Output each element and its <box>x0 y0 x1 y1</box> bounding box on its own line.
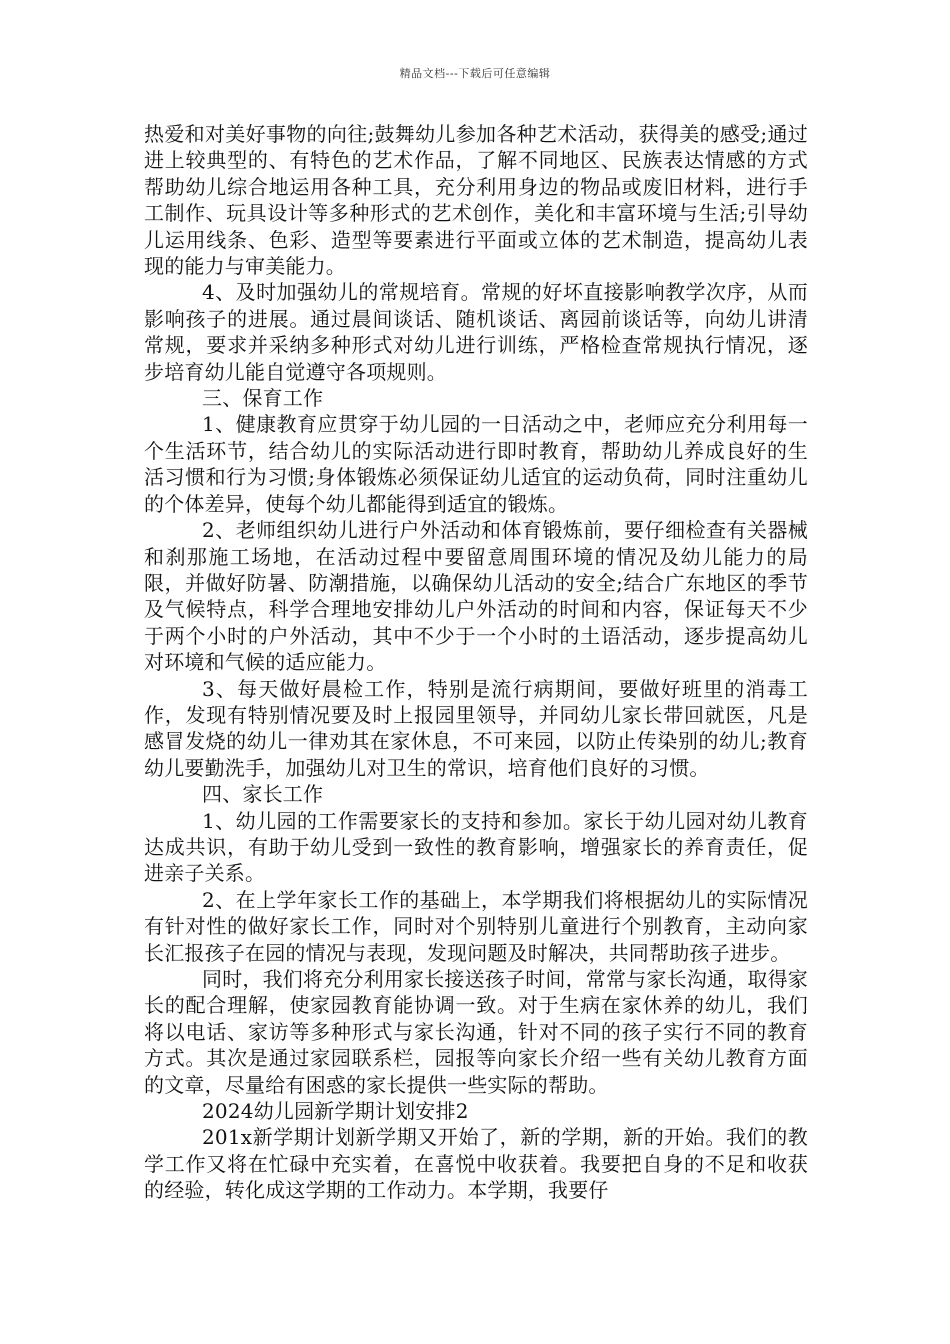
paragraph-parent-targeted: 2、在上学年家长工作的基础上，本学期我们将根据幼儿的实际情况有针对性的做好家长工作，同时对个别特别儿童进行个别教育，主动向家长汇报孩子在园的情况与表现，发现问题及时解决，共同帮助孩子进步。 <box>144 887 808 965</box>
section-heading-care-work: 三、保育工作 <box>202 386 324 411</box>
document-body <box>144 121 808 1204</box>
paragraph-parent-support: 1、幼儿园的工作需要家长的支持和参加。家长于幼儿园对幼儿教育达成共识，有助于幼儿受到一致性的教育影响，增强家长的养育责任，促进亲子关系。 <box>144 808 808 886</box>
paragraph-morning-check: 3、每天做好晨检工作，特别是流行病期间，要做好班里的消毒工作，发现有特别情况要及时上报园里领导，并同幼儿家长带回就医，凡是感冒发烧的幼儿一律劝其在家休息，不可来园，以防止传染别的幼儿;教育幼儿要勤洗手，加强幼儿对卫生的常识，培育他们良好的习惯。 <box>144 676 808 780</box>
paragraph-health-education: 1、健康教育应贯穿于幼儿园的一日活动之中，老师应充分利用每一个生活环节，结合幼儿的实际活动进行即时教育，帮助幼儿养成良好的生活习惯和行为习惯;身体锻炼必须保证幼儿适宜的运动负荷，同时注重幼儿的个体差异，使每个幼儿都能得到适宜的锻炼。 <box>144 412 808 516</box>
paragraph-arts-continued: 热爱和对美好事物的向往;鼓舞幼儿参加各种艺术活动，获得美的感受;通过进上较典型的、有特色的艺术作品，了解不同地区、民族表达情感的方式帮助幼儿综合地运用各种工具，充分利用身边的物品或废旧材料，进行手工制作、玩具设计等多种形式的艺术创作，美化和丰富环境与生活;引导幼儿运用线条、色彩、造型等要素进行平面或立体的艺术制造，提高幼儿表现的能力与审美能力。 <box>144 122 808 279</box>
section-title-plan-2: 2024幼儿园新学期计划安排2 <box>202 1099 469 1124</box>
paragraph-routine-training: 4、及时加强幼儿的常规培育。常规的好坏直接影响教学次序，从而影响孩子的进展。通过晨间谈话、随机谈话、离园前谈话等，向幼儿讲清常规，要求并采纳多种形式对幼儿进行训练，严格检查常规执行情况，逐步培育幼儿能自觉遵守各项规则。 <box>144 280 808 384</box>
paragraph-outdoor-activities: 2、老师组织幼儿进行户外活动和体育锻炼前，要仔细检查有关器械和刹那施工场地，在活动过程中要留意周围环境的情况及幼儿能力的局限，并做好防暑、防潮措施，以确保幼儿活动的安全;结合广东地区的季节及气候特点，科学合理地安排幼儿户外活动的时间和内容，保证每天不少于两个小时的户外活动，其中不少于一个小时的土语活动，逐步提高幼儿对环境和气候的适应能力。 <box>144 518 808 675</box>
paragraph-new-semester: 201x新学期计划新学期又开始了，新的学期，新的开始。我们的教学工作又将在忙碌中充实着，在喜悦中收获着。我要把自身的不足和收获的经验，转化成这学期的工作动力。本学期，我要仔 <box>144 1125 808 1203</box>
page-header: 精品文档---下载后可任意编辑 <box>399 67 551 80</box>
section-heading-parent-work: 四、家长工作 <box>202 782 324 807</box>
paragraph-parent-communication: 同时，我们将充分利用家长接送孩子时间，常常与家长沟通，取得家长的配合理解，使家园教育能协调一致。对于生病在家休养的幼儿，我们将以电话、家访等多种形式与家长沟通，针对不同的孩子实行不同的教育方式。其次是通过家园联系栏，园报等向家长介绍一些有关幼儿教育方面的文章，尽量给有困惑的家长提供一些实际的帮助。 <box>144 967 808 1097</box>
